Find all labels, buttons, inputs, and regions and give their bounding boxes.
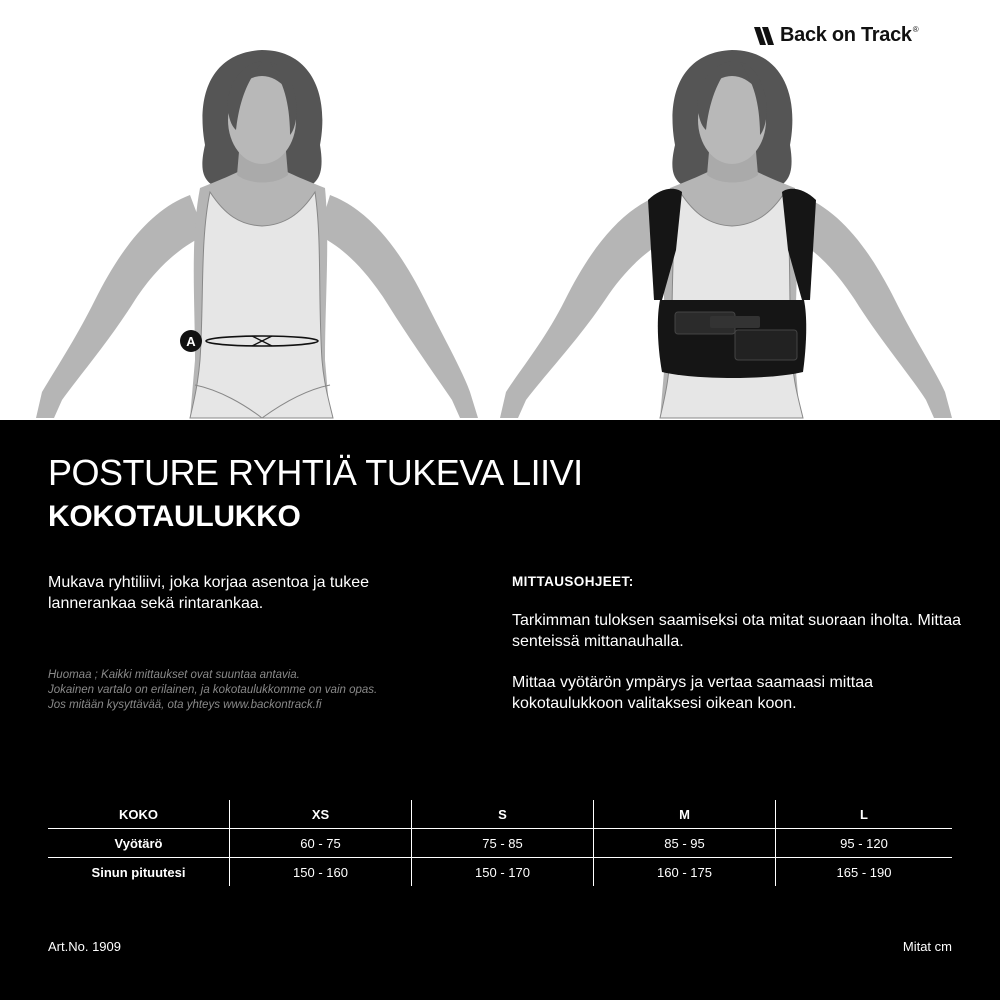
table-cell: 165 - 190 [776,858,953,887]
instructions-paragraph: Tarkimman tuloksen saamiseksi ota mitat suoraan iholta. Mittaa senteissä mittanauhalla. [512,612,962,650]
article-number: Art.No. 1909 [48,939,121,954]
svg-text:A: A [186,334,196,349]
table-row [48,829,952,858]
row-label-waist: Vyötärö [48,829,230,858]
size-chart-heading: KOKOTAULUKKO [48,500,301,533]
note-line: Huomaa ; Kaikki mittaukset ovat suuntaa antavia. [48,669,300,681]
disclaimer-note [48,668,448,713]
table-cell: 160 - 175 [594,858,776,887]
product-description: Mukava ryhtiliivi, joka korjaa asentoa ja tukee lannerankaa sekä rintarankaa. [48,574,370,612]
table-cell: 150 - 170 [412,858,594,887]
size-header-s: S [412,800,594,829]
table-cell: 95 - 120 [776,829,953,858]
product-title: POSTURE RYHTIÄ TUKEVA LIIVI [48,452,583,493]
size-table [48,800,952,886]
size-header-l: L [776,800,953,829]
brand-name: Back on Track [780,24,912,46]
note-line: Jos mitään kysyttävää, ota yhteys www.backontrack.fi [48,699,322,711]
size-header-m: M [594,800,776,829]
brand-logo: Back on Track ® [752,24,918,47]
info-panel [0,420,1000,1000]
table-cell: 150 - 160 [230,858,412,887]
table-cell: 60 - 75 [230,829,412,858]
note-line: Jokainen vartalo on erilainen, ja kokotaulukkomme on vain opas. [48,684,378,696]
table-row [48,858,952,887]
figure-with-vest [470,0,1000,420]
figure-without-vest [0,0,500,420]
size-header-xs: XS [230,800,412,829]
illustration-area [0,0,1000,420]
size-table-header-row [48,800,952,829]
table-cell: 85 - 95 [594,829,776,858]
size-header-label: KOKO [48,800,230,829]
row-label-height: Sinun pituutesi [91,864,186,880]
units-label: Mitat cm [902,939,952,954]
table-cell: 75 - 85 [412,829,594,858]
instructions-paragraph: Mittaa vyötärön ympärys ja vertaa saamaasi mittaa kokotaulukkoon valitaksesi oikean koon. [512,674,874,712]
instructions-title: MITTAUSOHJEET: [512,574,634,589]
